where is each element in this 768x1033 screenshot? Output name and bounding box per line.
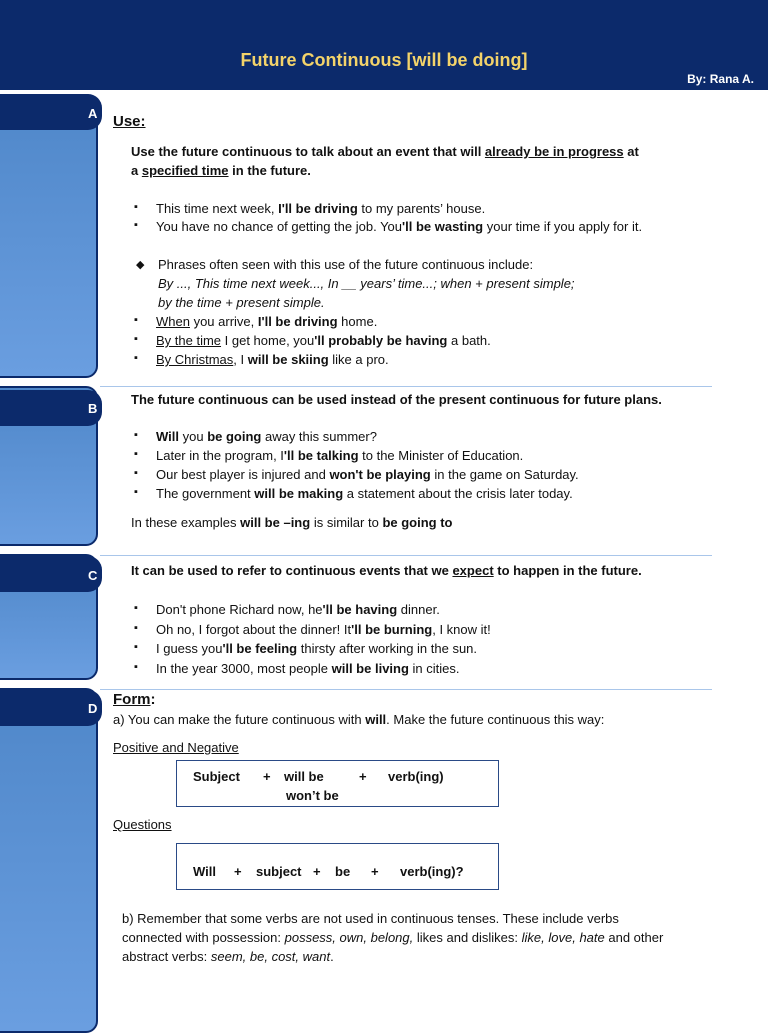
section-tab-b <box>0 390 102 426</box>
page-header <box>0 0 768 90</box>
list-item: ▪ You have no chance of getting the job. You'll be wasting your time if you apply for it. <box>156 219 642 234</box>
formula-subject: Subject <box>193 769 240 784</box>
formula-plus: + <box>234 864 242 879</box>
formula-be: be <box>335 864 351 879</box>
section-divider <box>100 555 712 556</box>
side-panel-d <box>0 688 98 1033</box>
section-letter-a: A <box>88 106 98 121</box>
formula-plus: + <box>313 864 321 879</box>
page-title: Future Continuous [will be doing] <box>240 50 528 70</box>
list-item: ▪ When you arrive, I'll be driving home. <box>156 314 377 329</box>
formula-will-be: will be <box>284 769 324 784</box>
formula-will: Will <box>193 864 216 879</box>
formula-plus: + <box>371 864 379 879</box>
diamond-bullet-icon: ◆ <box>136 259 145 271</box>
list-item: ▪ Don't phone Richard now, he'll be having dinner. <box>156 602 440 617</box>
use-intro-line-1: Use the future continuous to talk about an event that will already be in progress at <box>131 144 639 159</box>
positive-negative-label: Positive and Negative <box>113 740 239 755</box>
list-item: ▪ Later in the program, I'll be talking to the Minister of Education. <box>156 448 523 463</box>
formula-wont-be: won’t be <box>286 788 339 803</box>
formula-subject: subject <box>256 864 302 879</box>
list-item: ▪ The government will be making a statement about the crisis later today. <box>156 486 573 501</box>
formula-plus: + <box>359 769 367 784</box>
list-item: ▪ By the time I get home, you'll probably be having a bath. <box>156 333 491 348</box>
use-intro-line-2: a specified time in the future. <box>131 163 311 178</box>
section-divider <box>100 386 712 387</box>
section-tab-c <box>0 556 102 592</box>
formula-verb: verb(ing)? <box>400 864 464 879</box>
side-panel-a <box>0 94 98 378</box>
questions-label: Questions <box>113 817 172 832</box>
form-line-b-2: connected with possession: possess, own, belong, likes and dislikes: like, love, hate and other <box>122 930 664 945</box>
form-heading: Form: <box>113 691 156 708</box>
phrases-line-2: by the time + present simple. <box>158 295 325 310</box>
list-item: ▪ Oh no, I forgot about the dinner! It'll be burning, I know it! <box>156 622 491 637</box>
section-b-heading: The future continuous can be used instead of the present continuous for future plans. <box>131 392 662 407</box>
section-tab-a <box>0 94 102 130</box>
form-line-b-3: abstract verbs: seem, be, cost, want. <box>122 949 334 964</box>
list-item: ▪ I guess you'll be feeling thirsty after working in the sun. <box>156 641 477 656</box>
list-item: ▪ In the year 3000, most people will be living in cities. <box>156 661 460 676</box>
formula-plus: + <box>263 769 271 784</box>
section-letter-c: C <box>88 568 98 583</box>
section-c-heading: It can be used to refer to continuous events that we expect to happen in the future. <box>131 563 642 578</box>
section-b-note: In these examples will be –ing is similar to be going to <box>131 515 453 530</box>
section-letter-d: D <box>88 701 98 716</box>
formula-verb: verb(ing) <box>388 769 444 784</box>
form-line-a: a) You can make the future continuous with will. Make the future continuous this way: <box>113 712 605 727</box>
section-tab-d <box>0 690 102 726</box>
phrases-intro: Phrases often seen with this use of the future continuous include: <box>158 257 534 272</box>
list-item: ▪ Will you be going away this summer? <box>156 429 377 444</box>
list-item: ▪ Our best player is injured and won't be playing in the game on Saturday. <box>156 467 579 482</box>
phrases-line-1: By ..., This time next week..., In __ years’ time...; when + present simple; <box>158 276 575 291</box>
section-letter-b: B <box>88 401 98 416</box>
form-line-b-1: b) Remember that some verbs are not used in continuous tenses. These include verbs <box>122 911 619 926</box>
use-heading: Use: <box>113 113 146 130</box>
author-label: By: Rana A. <box>687 72 754 86</box>
section-divider <box>100 689 712 690</box>
list-item: ▪ By Christmas, I will be skiing like a pro. <box>156 352 389 367</box>
list-item: ▪ This time next week, I'll be driving to my parents’ house. <box>156 201 485 216</box>
